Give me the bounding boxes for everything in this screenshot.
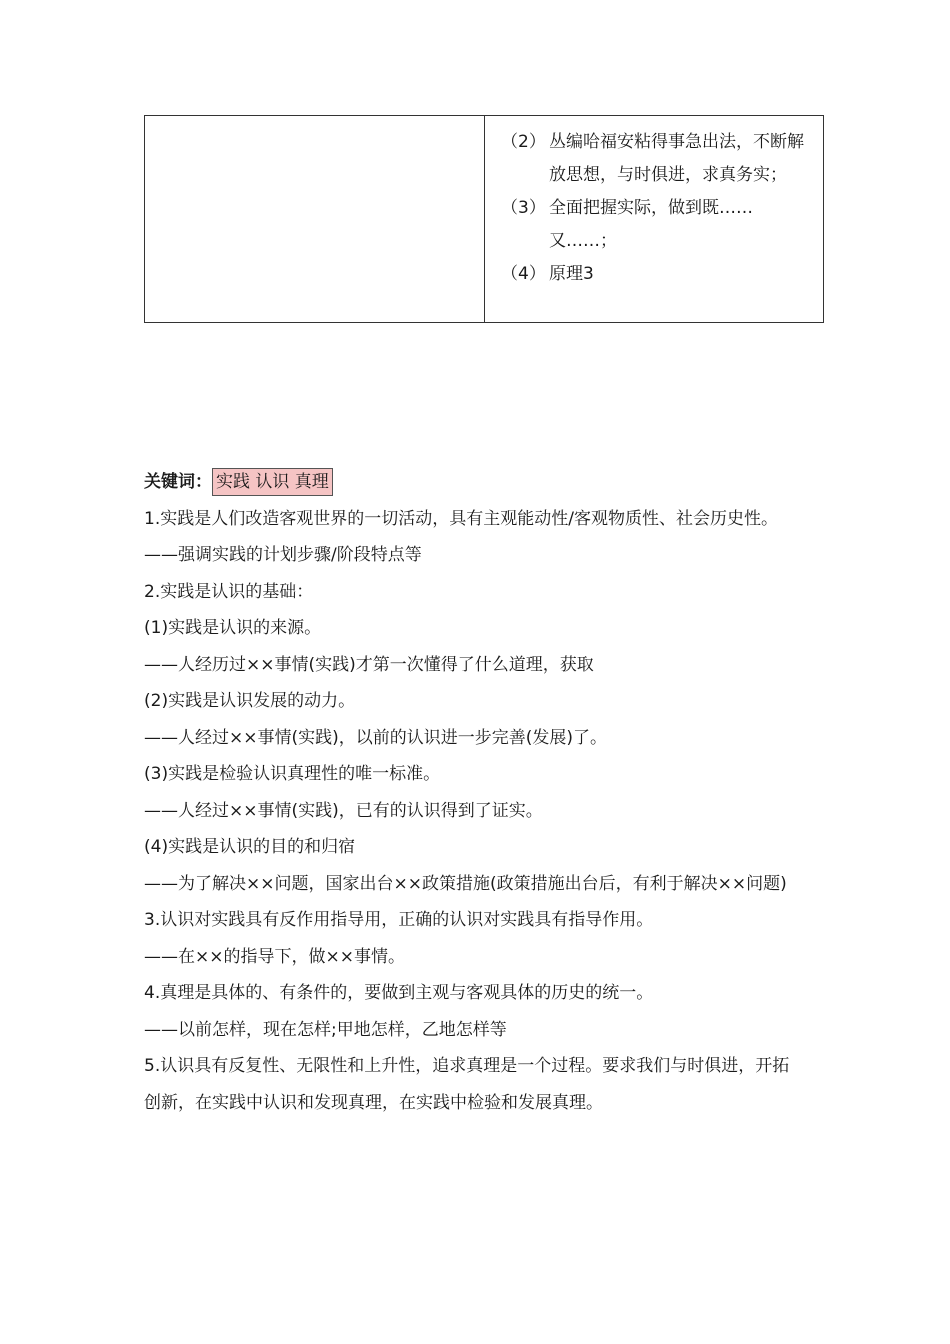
document-body <box>144 464 806 1121</box>
table-list-item <box>501 126 805 192</box>
paragraph: ——人经过××事情(实践)，已有的认识得到了证实。 <box>144 800 543 821</box>
list-item-number: （3） <box>501 198 546 218</box>
paragraph: (1)实践是认识的来源。 <box>144 618 322 638</box>
paragraph: ——人经历过××事情(实践)才第一次懂得了什么道理，获取 <box>144 654 594 675</box>
paragraph: 1.实践是人们改造客观世界的一切活动，具有主观能动性/客观物质性、社会历史性。 <box>144 508 778 529</box>
table-list-item <box>501 258 805 291</box>
paragraph: 5.认识具有反复性、无限性和上升性，追求真理是一个过程。要求我们与时俱进，开拓创新，在实践中认识和发现真理，在实践中检验和发展真理。 <box>144 1056 790 1113</box>
table-cell-left <box>145 116 485 322</box>
paragraph: ——为了解决××问题，国家出台××政策措施(政策措施出台后，有利于解决××问题) <box>144 873 787 894</box>
paragraph: 2.实践是认识的基础： <box>144 581 314 602</box>
list-item-number: （4） <box>501 264 546 284</box>
list-item-number: （2） <box>501 132 546 152</box>
paragraph: (3)实践是检验认识真理性的唯一标准。 <box>144 764 441 784</box>
paragraph: 4.真理是具体的、有条件的，要做到主观与客观具体的历史的统一。 <box>144 983 654 1003</box>
paragraph: ——在××的指导下，做××事情。 <box>144 946 405 967</box>
keywords-line <box>144 464 806 501</box>
table-cell-right <box>485 116 823 322</box>
paragraph: ——强调实践的计划步骤/阶段特点等 <box>144 545 422 565</box>
keywords-highlight: 实践 认识 真理 <box>212 468 333 496</box>
table-list-item <box>501 192 805 258</box>
paragraph: (4)实践是认识的目的和归宿 <box>144 837 356 857</box>
paragraph: 3.认识对实践具有反作用指导用，正确的认识对实践具有指导作用。 <box>144 910 654 930</box>
paragraph: ——以前怎样，现在怎样;甲地怎样，乙地怎样等 <box>144 1019 507 1040</box>
paragraph: (2)实践是认识发展的动力。 <box>144 691 356 711</box>
list-item-text: 全面把握实际，做到既……又……； <box>549 198 753 251</box>
paragraph: ——人经过××事情(实践)，以前的认识进一步完善(发展)了。 <box>144 727 608 748</box>
principle-table <box>144 115 824 323</box>
list-item-text: 丛编哈福安粘得事急出法，不断解放思想，与时俱进，求真务实； <box>549 132 804 185</box>
list-item-text: 原理3 <box>549 264 594 284</box>
keywords-label: 关键词： <box>144 472 212 492</box>
